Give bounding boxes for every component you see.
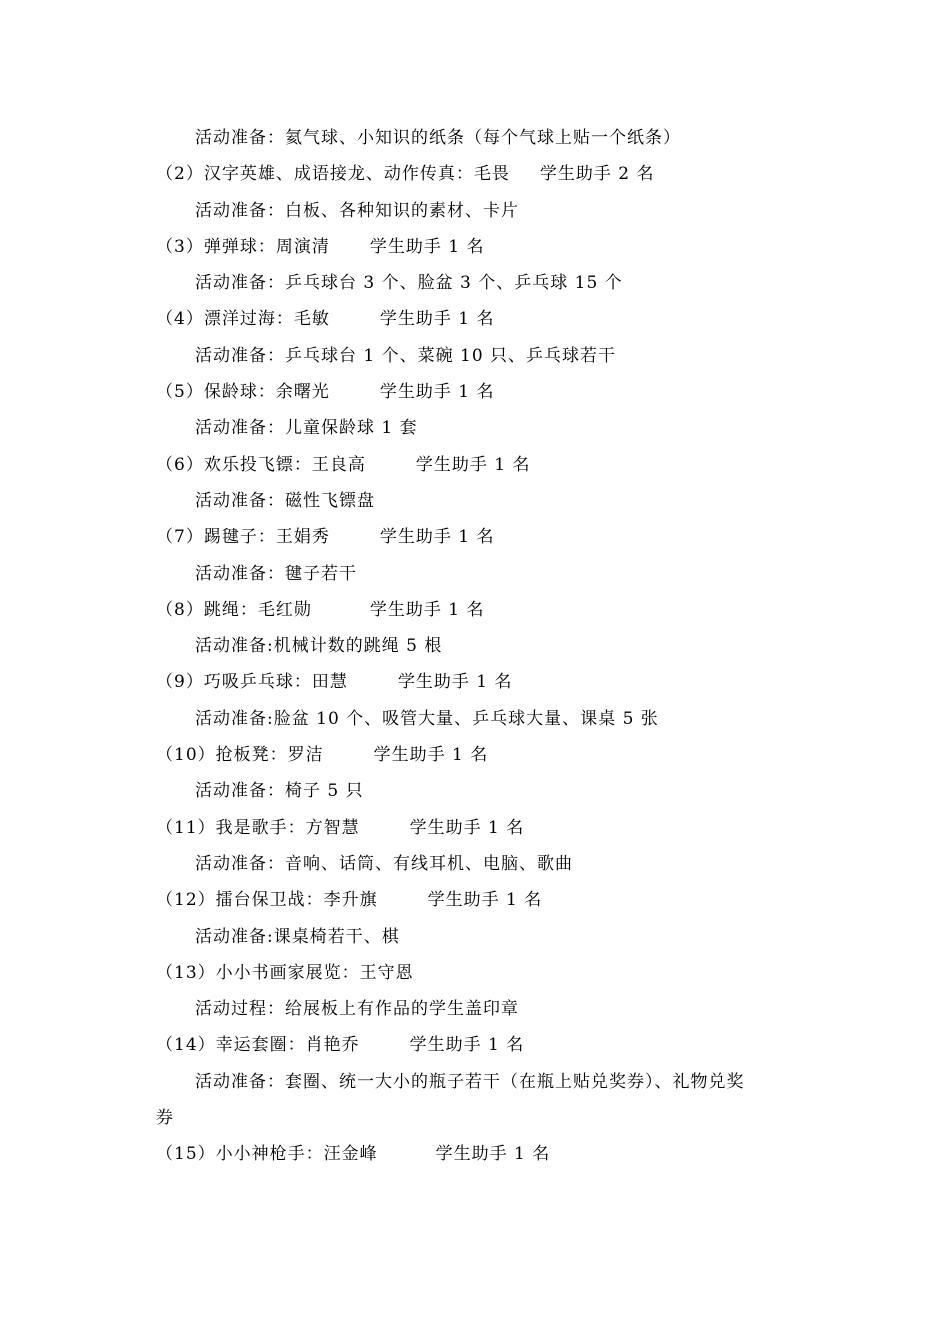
student-helper-count: 学生助手 1 名 — [379, 527, 495, 548]
student-helper-count: 学生助手 1 名 — [397, 672, 513, 693]
item-number: （4） — [156, 309, 204, 330]
item-number: （10） — [156, 745, 216, 766]
activity-preparation: 活动准备：乒乓球台 1 个、菜碗 10 只、乒乓球若干 — [195, 345, 617, 366]
item-title: 弹弹球：周演清 — [203, 236, 330, 257]
student-helper-count: 学生助手 1 名 — [415, 454, 531, 475]
activity-preparation: 活动准备：毽子若干 — [195, 563, 357, 584]
activity-preparation: 活动准备：氦气球、小知识的纸条（每个气球上贴一个纸条） — [195, 128, 681, 148]
item-title: 小小书画家展览：王守恩 — [215, 962, 414, 983]
student-helper-count: 学生助手 1 名 — [373, 745, 489, 766]
activity-preparation: 活动准备：乒乓球台 3 个、脸盆 3 个、乒乓球 15 个 — [195, 273, 623, 294]
item-title: 抢板凳：罗洁 — [215, 745, 324, 766]
activity-preparation: 活动准备：磁性飞镖盘 — [195, 490, 375, 511]
student-helper-count: 学生助手 1 名 — [409, 1035, 525, 1056]
item-number: （9） — [156, 672, 204, 693]
student-helper-count: 学生助手 2 名 — [539, 164, 655, 185]
student-helper-count: 学生助手 1 名 — [369, 599, 485, 620]
activity-preparation: 活动准备:脸盆 10 个、吸管大量、乒乓球大量、课桌 5 张 — [195, 708, 659, 729]
activity-item — [156, 882, 796, 918]
item-title: 保龄球：余曙光 — [203, 382, 330, 403]
item-title: 擂台保卫战：李升旗 — [215, 890, 378, 911]
item-title: 巧吸乒乓球：田慧 — [203, 672, 348, 693]
item-number: （6） — [156, 454, 204, 475]
activity-item — [156, 519, 796, 555]
activity-item — [156, 810, 796, 846]
activity-list — [156, 120, 796, 1173]
activity-item — [156, 1027, 796, 1063]
student-helper-count: 学生助手 1 名 — [427, 890, 543, 911]
activity-preparation: 活动准备:课桌椅若干、棋 — [195, 926, 400, 947]
item-title: 跳绳：毛红勋 — [203, 599, 312, 620]
activity-preparation: 活动准备：套圈、统一大小的瓶子若干（在瓶上贴兑奖券）、礼物兑奖 — [195, 1071, 745, 1092]
student-helper-count: 学生助手 1 名 — [379, 382, 495, 403]
item-number: （14） — [156, 1035, 216, 1056]
student-helper-count: 学生助手 1 名 — [369, 236, 485, 257]
activity-preparation: 活动过程：给展板上有作品的学生盖印章 — [195, 999, 519, 1020]
item-number: （8） — [156, 599, 204, 620]
item-title: 汉字英雄、成语接龙、动作传真：毛畏 — [203, 164, 510, 185]
item-number: （15） — [156, 1144, 216, 1165]
item-title: 欢乐投飞镖：王良高 — [203, 454, 366, 475]
item-number: （11） — [156, 817, 216, 838]
item-title: 踢毽子：王娟秀 — [203, 527, 330, 548]
activity-item — [156, 156, 796, 192]
item-number: （13） — [156, 962, 216, 983]
activity-item — [156, 737, 796, 773]
item-number: （3） — [156, 236, 204, 257]
item-title: 我是歌手：方智慧 — [215, 817, 360, 838]
activity-preparation: 活动准备：白板、各种知识的素材、卡片 — [195, 200, 519, 221]
activity-item — [156, 664, 796, 700]
activity-preparation: 活动准备：椅子 5 只 — [195, 781, 364, 802]
item-title: 小小神枪手：汪金峰 — [215, 1144, 378, 1165]
item-number: （5） — [156, 382, 204, 403]
activity-item — [156, 229, 796, 265]
activity-preparation: 活动准备：音响、话筒、有线耳机、电脑、歌曲 — [195, 853, 573, 874]
item-title: 幸运套圈：肖艳乔 — [215, 1035, 360, 1056]
preparation-continuation: 券 — [156, 1108, 174, 1129]
student-helper-count: 学生助手 1 名 — [409, 817, 525, 838]
activity-item — [156, 955, 796, 991]
activity-item — [156, 447, 796, 483]
activity-item — [156, 1136, 796, 1172]
activity-item — [156, 374, 796, 410]
item-title: 漂洋过海：毛敏 — [203, 309, 330, 330]
activity-item — [156, 592, 796, 628]
item-number: （7） — [156, 527, 204, 548]
item-number: （2） — [156, 164, 204, 185]
activity-preparation: 活动准备:机械计数的跳绳 5 根 — [195, 636, 443, 657]
activity-item — [156, 301, 796, 337]
activity-preparation: 活动准备：儿童保龄球 1 套 — [195, 418, 418, 439]
student-helper-count: 学生助手 1 名 — [435, 1144, 551, 1165]
student-helper-count: 学生助手 1 名 — [379, 309, 495, 330]
item-number: （12） — [156, 890, 216, 911]
